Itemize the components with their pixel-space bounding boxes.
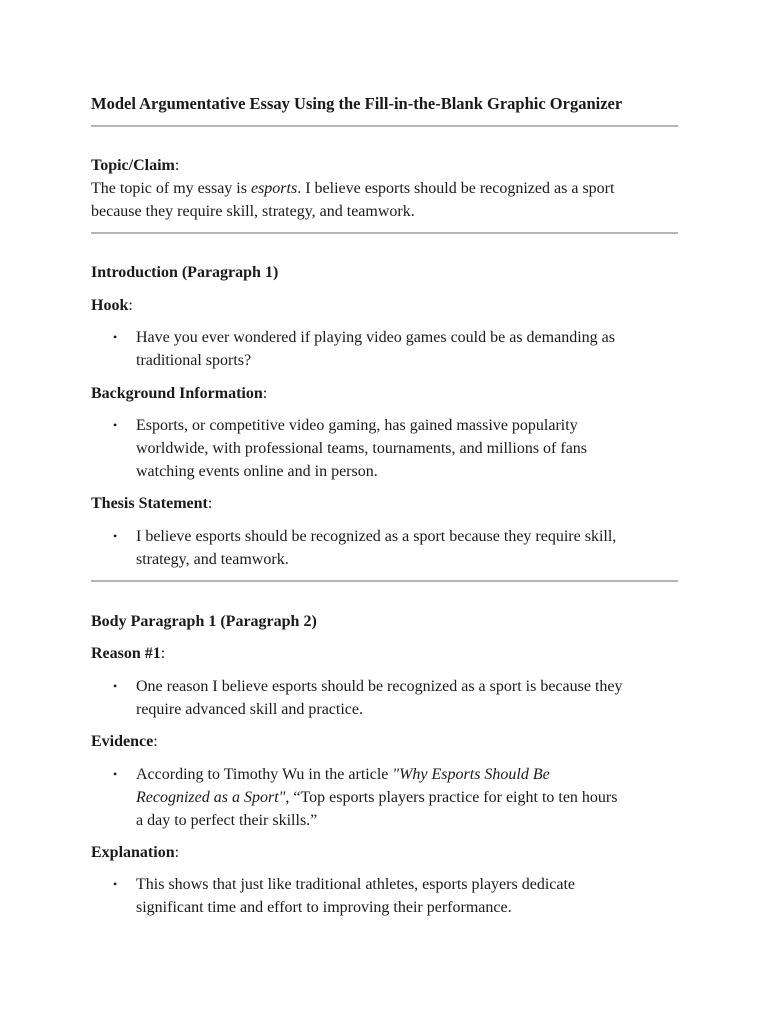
hook-text: [136, 326, 676, 372]
background-text: [136, 414, 676, 483]
background-line-2: worldwide, with professional teams, tournaments, and millions of fans: [136, 440, 588, 457]
topic-text-after: . I believe esports should be recognized as a sport: [297, 180, 615, 197]
thesis-line-2: strategy, and teamwork.: [136, 551, 289, 568]
background-line-3: watching events online and in person.: [136, 463, 378, 480]
explanation-line-2: significant time and effort to improving their performance.: [136, 899, 512, 916]
evidence-article-title-2: Recognized as a Sport": [136, 789, 286, 806]
evidence-prefix: According to Timothy Wu in the article: [136, 766, 393, 783]
evidence-line-1: [136, 763, 676, 786]
evidence-line-3: a day to perfect their skills.”: [136, 812, 318, 829]
evidence-quote-2: , “Top esports players practice for eight to ten hours: [285, 789, 618, 806]
explanation-colon: :: [174, 844, 180, 861]
bullet-icon: •: [113, 330, 118, 344]
thesis-colon: :: [207, 495, 213, 512]
topic-text-before: The topic of my essay is: [91, 180, 251, 197]
explanation-label: Explanation: [91, 844, 175, 861]
evidence-line-2: [136, 786, 676, 809]
reason-label-row: [91, 642, 165, 665]
thesis-text: [136, 525, 676, 571]
hook-line-1: Have you ever wondered if playing video games could be as demanding as: [136, 329, 615, 346]
reason-line-2: require advanced skill and practice.: [136, 701, 363, 718]
reason-line-1: One reason I believe esports should be recognized as a sport is because they: [136, 678, 623, 695]
body1-heading: Body Paragraph 1 (Paragraph 2): [91, 613, 317, 630]
thesis-label-row: [91, 492, 212, 515]
hook-line-2: traditional sports?: [136, 352, 252, 369]
topic-claim-label: Topic/Claim: [91, 157, 175, 174]
background-colon: :: [262, 385, 268, 402]
explanation-line-1: This shows that just like traditional athletes, esports players dedicate: [136, 876, 576, 893]
topic-claim-colon: :: [174, 157, 180, 174]
bullet-icon: •: [113, 679, 118, 693]
bullet-icon: •: [113, 877, 118, 891]
reason-text: [136, 675, 676, 721]
evidence-label-row: [91, 730, 158, 753]
reason-label: Reason #1: [91, 645, 161, 662]
topic-claim-label-row: [91, 154, 678, 177]
topic-emphasis: esports: [250, 180, 298, 197]
explanation-label-row: [91, 841, 179, 864]
divider-introduction: [91, 580, 678, 582]
thesis-line-1: I believe esports should be recognized as a sport because they require skill,: [136, 528, 617, 545]
evidence-text: [136, 763, 676, 832]
evidence-article-title-1: "Why Esports Should Be: [392, 766, 550, 783]
background-line-1: Esports, or competitive video gaming, has gained massive popularity: [136, 417, 578, 434]
reason-colon: :: [160, 645, 166, 662]
topic-claim-line-1: [91, 177, 678, 200]
thesis-label: Thesis Statement: [91, 495, 208, 512]
explanation-text: [136, 873, 676, 919]
hook-colon: :: [128, 297, 133, 314]
divider-topic: [91, 232, 678, 234]
background-label: Background Information: [91, 385, 263, 402]
document-title: Model Argumentative Essay Using the Fill-in-the-Blank Graphic Organizer: [91, 94, 623, 113]
hook-label-row: [91, 294, 133, 317]
topic-claim-line-2: because they require skill, strategy, and teamwork.: [91, 203, 415, 220]
hook-label: Hook: [91, 297, 129, 314]
topic-claim-section: [91, 154, 678, 223]
background-label-row: [91, 382, 267, 405]
evidence-colon: :: [153, 733, 158, 750]
bullet-icon: •: [113, 529, 118, 543]
bullet-icon: •: [113, 767, 118, 781]
evidence-label: Evidence: [91, 733, 154, 750]
divider-title: [91, 125, 678, 127]
introduction-heading: Introduction (Paragraph 1): [91, 264, 279, 281]
bullet-icon: •: [113, 418, 118, 432]
